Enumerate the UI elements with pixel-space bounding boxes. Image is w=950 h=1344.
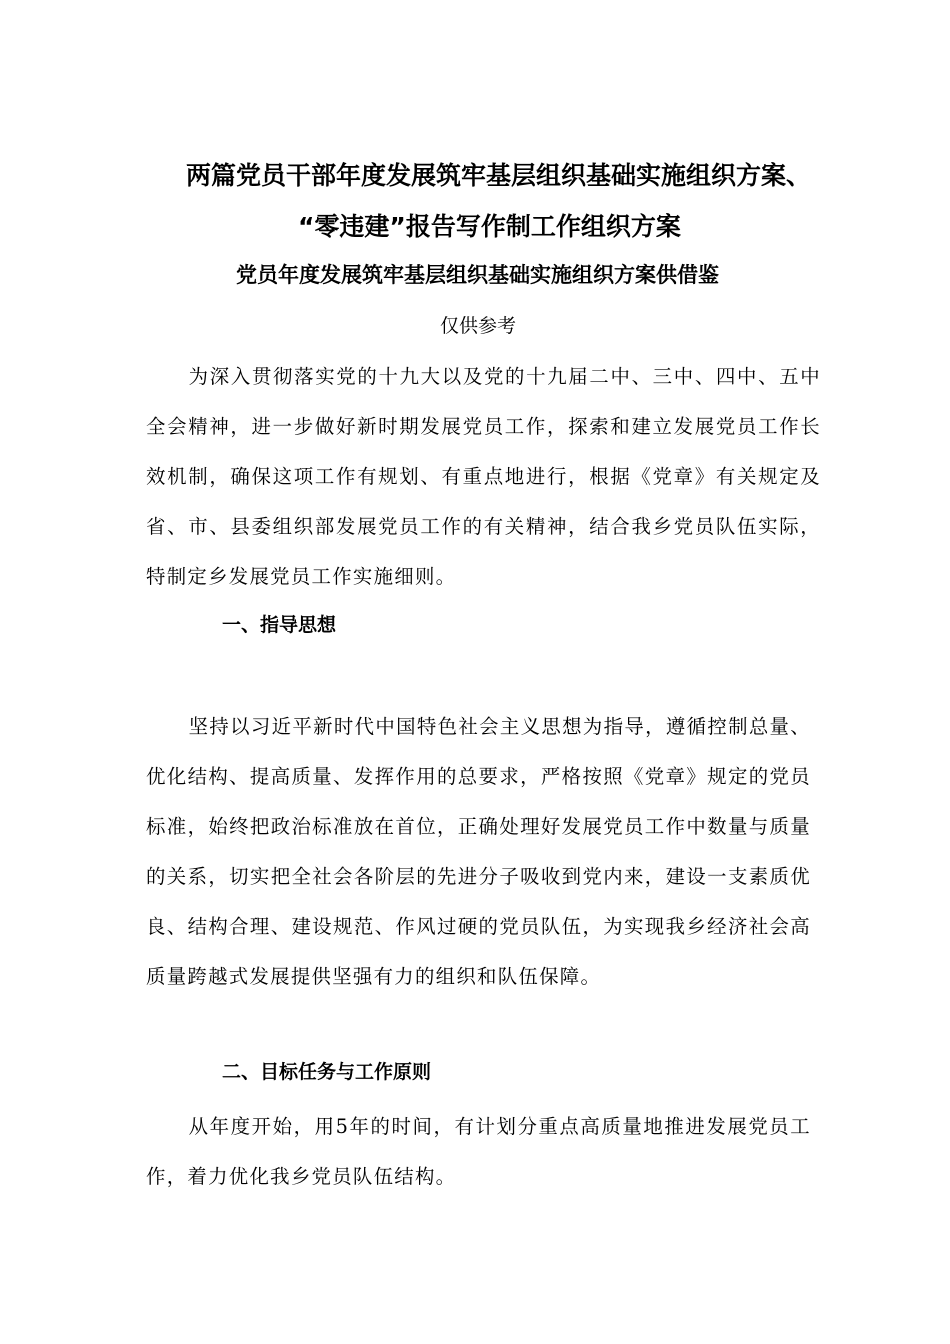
reference-note: 仅供参考: [440, 315, 517, 337]
section-paragraph-goals-principles: 从年度开始，用5年的时间，有计划分重点高质量地推进发展党员工作，着力优化我乡党员队伍结构。: [146, 1115, 811, 1188]
section-paragraph-guiding-ideology: 坚持以习近平新时代中国特色社会主义思想为指导，遵循控制总量、优化结构、提高质量、发挥作用的总要求，严格按照《党章》规定的党员标准，始终把政治标准放在首位，正确处理好发展党员工作中数量与质量的关系，切实把全社会各阶层的先进分子吸收到党内来，建设一支素质优良、结构合理、建设规范、作风过硬的党员队伍，为实现我乡经济社会高质量跨越式发展提供坚强有力的组织和队伍保障。: [146, 715, 811, 988]
document-title-line-2: “零违建”报告写作制工作组织方案: [298, 212, 681, 241]
intro-paragraph: 为深入贯彻落实党的十九大以及党的十九届二中、三中、四中、五中全会精神，进一步做好新时期发展党员工作，探索和建立发展党员工作长效机制，确保这项工作有规划、有重点地进行，根据《党章》有关规定及省、市、县委组织部发展党员工作的有关精神，结合我乡党员队伍实际，特制定乡发展党员工作实施细则。: [146, 365, 821, 588]
section-heading-goals-principles: 二、目标任务与工作原则: [222, 1061, 432, 1083]
document-title-line-1: 两篇党员干部年度发展筑牢基层组织基础实施组织方案、: [186, 161, 812, 190]
section-heading-guiding-ideology: 一、指导思想: [222, 614, 337, 636]
document-subtitle: 党员年度发展筑牢基层组织基础实施组织方案供借鉴: [236, 263, 719, 287]
